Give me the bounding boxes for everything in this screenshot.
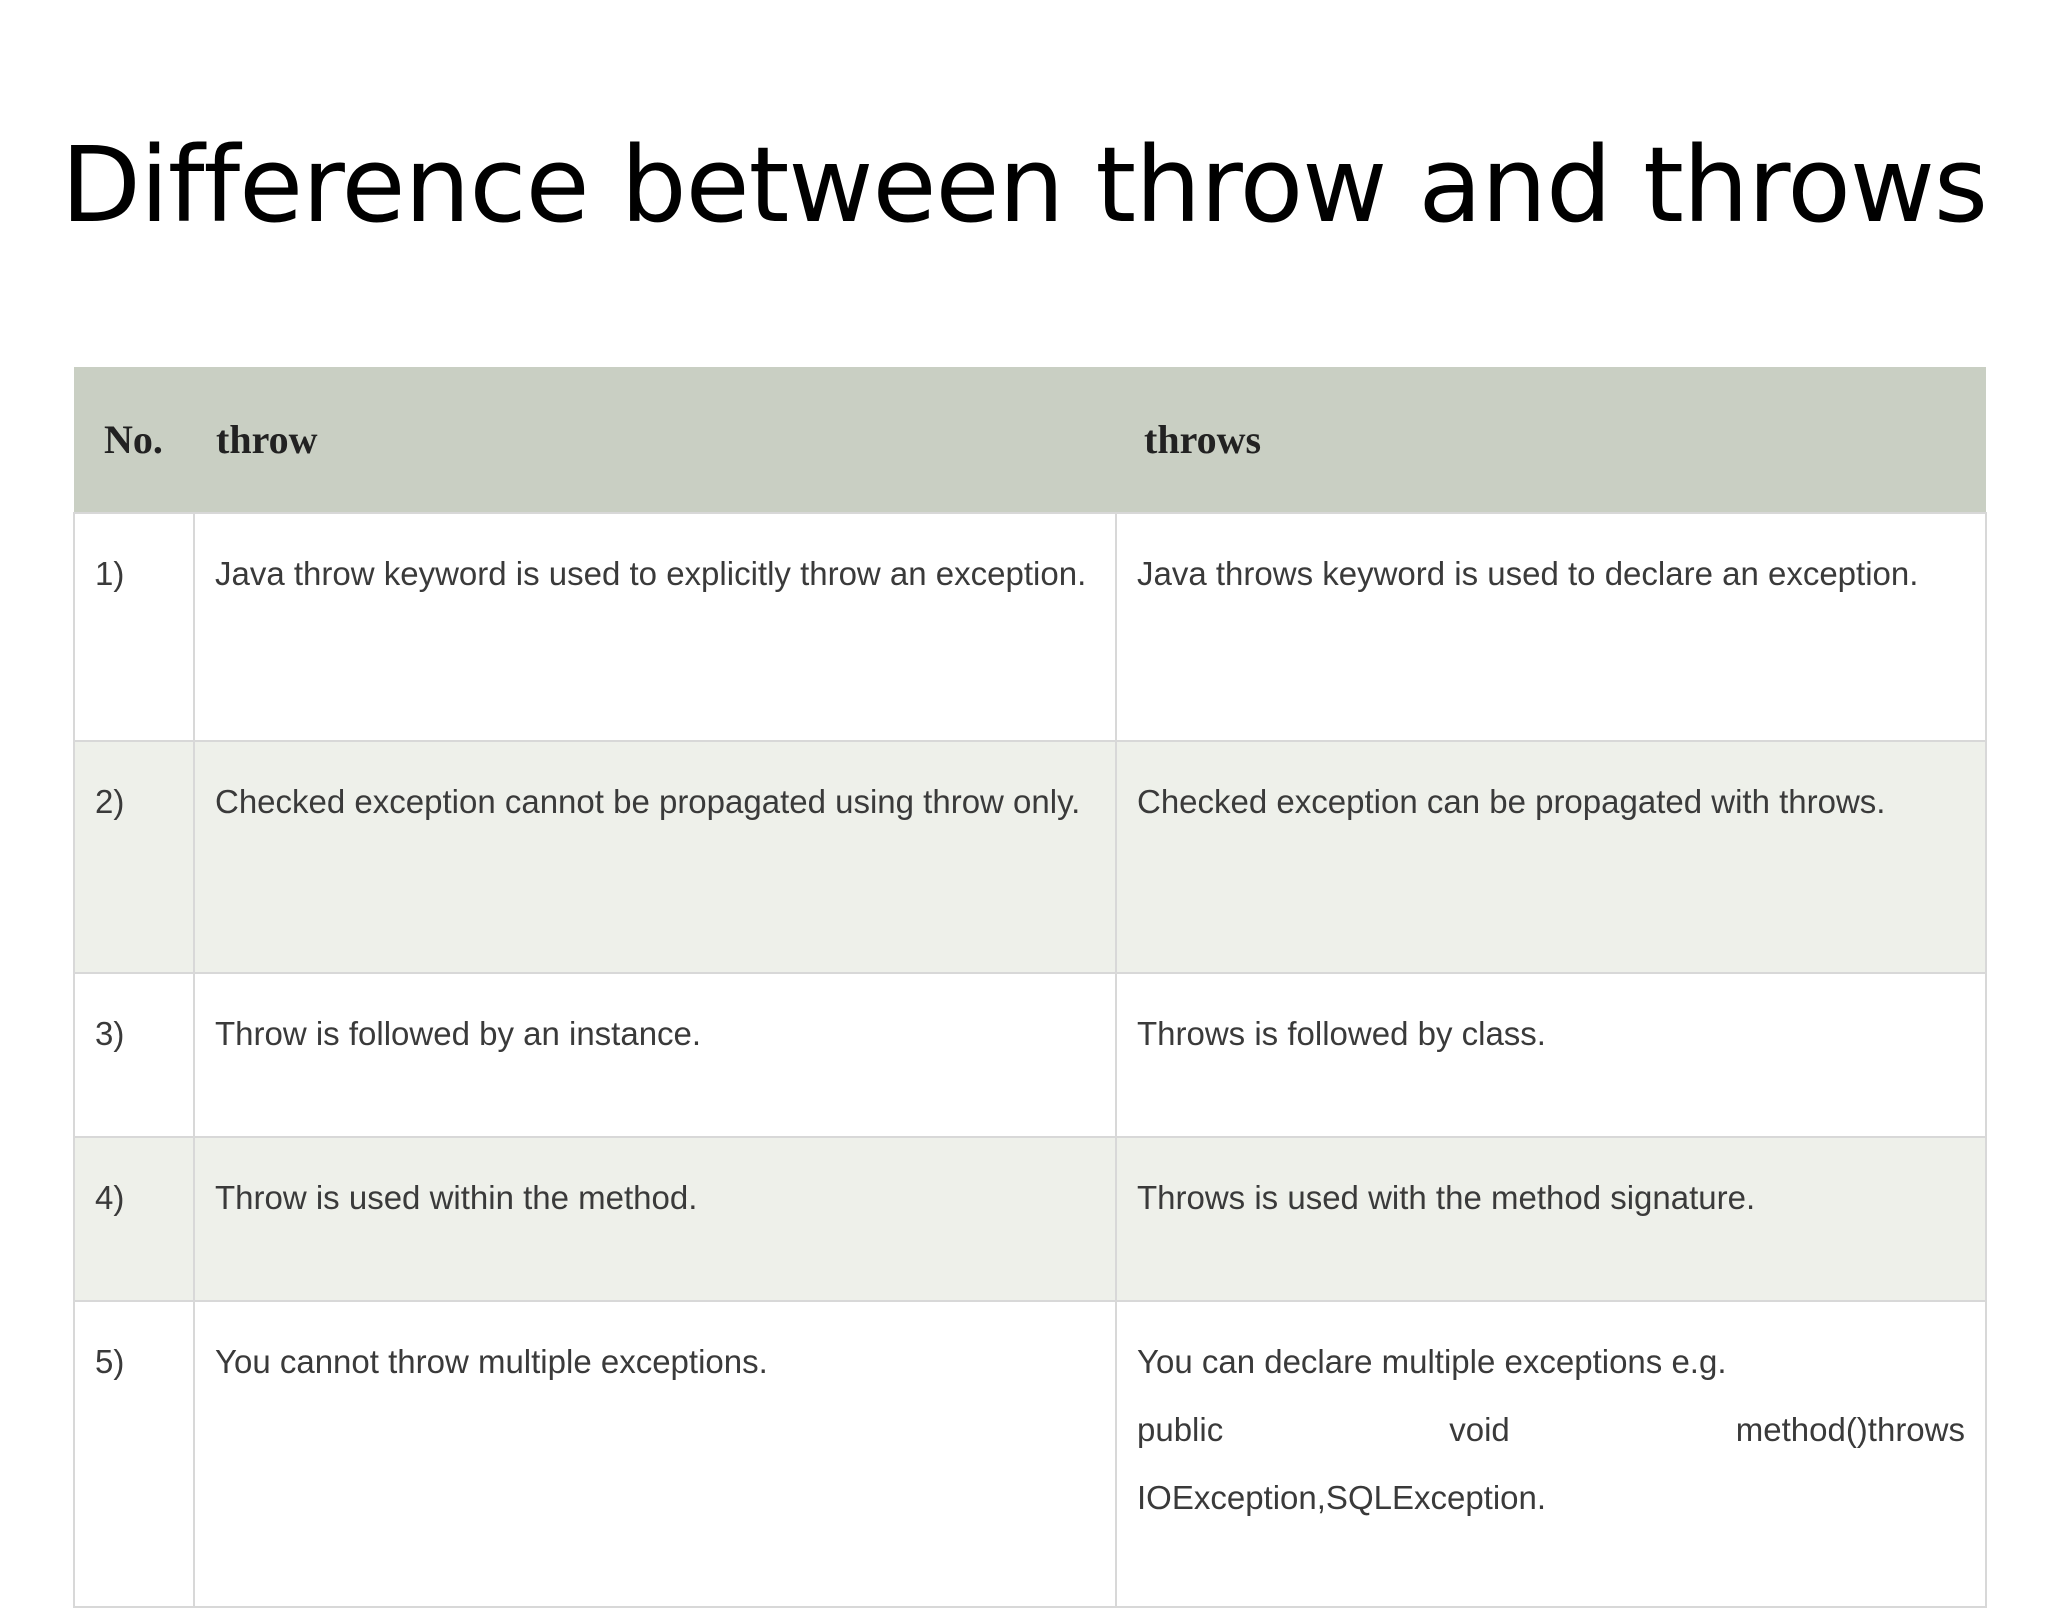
throw-cell: Throw is followed by an instance. [194, 973, 1116, 1137]
code-exceptions-line: IOException,SQLException. [1137, 1479, 1547, 1516]
row-number: 5) [74, 1301, 194, 1607]
table-row [74, 741, 1986, 973]
table-header-row [74, 367, 1986, 513]
throws-cell: Checked exception can be propagated with throws. [1116, 741, 1986, 973]
table-row [74, 1301, 1986, 1607]
row-number: 3) [74, 973, 194, 1137]
throw-cell: Checked exception cannot be propagated using throw only. [194, 741, 1116, 973]
throws-cell-line: You can declare multiple exceptions e.g. [1137, 1343, 1727, 1380]
throws-cell: Throws is followed by class. [1116, 973, 1986, 1137]
header-throws: throws [1116, 367, 1986, 513]
code-word: void [1449, 1411, 1510, 1448]
header-no: No. [74, 367, 194, 513]
comparison-table-container [73, 367, 1985, 1516]
table-row [74, 973, 1986, 1137]
throws-cell: Throws is used with the method signature. [1116, 1137, 1986, 1301]
throws-cell [1116, 1301, 1986, 1607]
slide-title: Difference between throw and throws [60, 124, 1988, 246]
throw-cell: Java throw keyword is used to explicitly throw an exception. [194, 513, 1116, 741]
header-throw: throw [194, 367, 1116, 513]
throws-cell: Java throws keyword is used to declare an exception. [1116, 513, 1986, 741]
code-word: public [1137, 1411, 1224, 1448]
row-number: 1) [74, 513, 194, 741]
code-word: method()throws [1735, 1411, 1965, 1448]
throw-cell: Throw is used within the method. [194, 1137, 1116, 1301]
row-number: 2) [74, 741, 194, 973]
throw-cell: You cannot throw multiple exceptions. [194, 1301, 1116, 1607]
row-number: 4) [74, 1137, 194, 1301]
comparison-table [73, 367, 1987, 1608]
table-row [74, 513, 1986, 741]
table-row [74, 1137, 1986, 1301]
code-signature-line [1137, 1396, 1965, 1464]
